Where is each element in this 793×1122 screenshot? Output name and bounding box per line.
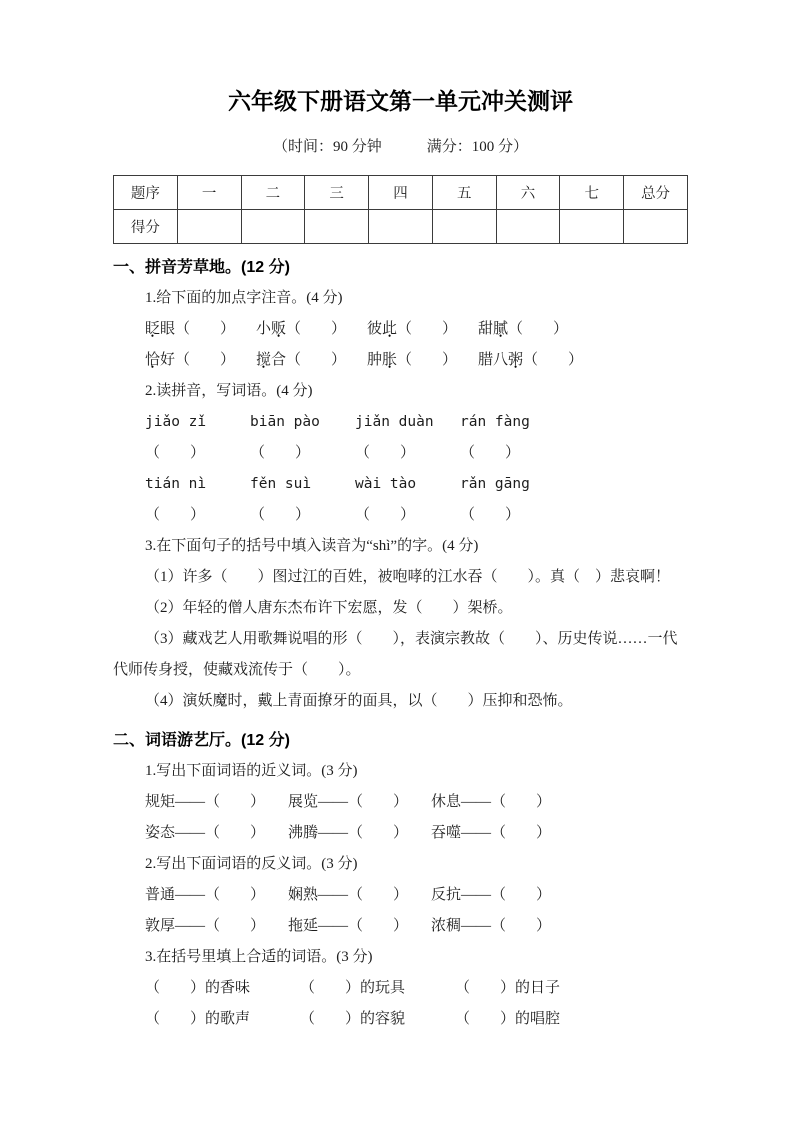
fill-word-row-2 xyxy=(145,1004,688,1035)
pinyin-text: fěn suì xyxy=(250,476,312,492)
section-1-heading: 一、拼音芳草地。(12 分) xyxy=(113,259,290,276)
synonym-item: 沸腾——（ ） xyxy=(288,825,409,841)
answer-paren: （ ） xyxy=(286,321,347,337)
s1-q1-word-row-2 xyxy=(145,345,688,376)
synonym-item: 姿态——（ ） xyxy=(145,825,266,841)
score-table-header-cell: 二 xyxy=(241,176,305,210)
score-blank-cell xyxy=(177,210,241,244)
word-pre: 甜 xyxy=(478,321,494,337)
score-table-header-cell: 六 xyxy=(496,176,560,210)
word-dotted-char: 眨 xyxy=(145,321,161,337)
s1-q3-title: 3.在下面句子的括号中填入读音为“shì”的字。(4 分) xyxy=(145,538,479,554)
score-table-header-cell: 五 xyxy=(432,176,496,210)
word-dotted-char: 粥 xyxy=(508,352,524,368)
synonym-row-2 xyxy=(145,818,688,849)
score-table-score-row xyxy=(114,210,688,244)
answer-paren: （ ） xyxy=(523,352,584,368)
word-pre: 腊八 xyxy=(478,352,509,368)
word-post: 好 xyxy=(160,352,176,368)
answer-paren: （ ） xyxy=(286,352,347,368)
word-dotted-char: 贩 xyxy=(271,321,287,337)
pinyin-text: rán fàng xyxy=(460,414,530,430)
s1-q3-item-1: （1）许多（ ）图过江的百姓，被咆哮的江水吞（ ）。真（ ）悲哀啊！ xyxy=(145,569,671,585)
synonym-item: 吞噬——（ ） xyxy=(431,825,552,841)
answer-paren: （ ） xyxy=(145,507,206,523)
pinyin-text: biān pào xyxy=(250,414,320,430)
score-blank-cell xyxy=(496,210,560,244)
antonym-item: 拖延——（ ） xyxy=(288,918,409,934)
s1-q3-item-2: （2）年轻的僧人唐东杰布许下宏愿，发（ ）架桥。 xyxy=(145,600,513,616)
s2-q2-title: 2.写出下面词语的反义词。(3 分) xyxy=(145,856,358,872)
antonym-item: 普通——（ ） xyxy=(145,887,266,903)
answer-paren: （ ） xyxy=(250,445,311,461)
dotted-word-item xyxy=(367,314,478,345)
s2-q1-title: 1.写出下面词语的近义词。(3 分) xyxy=(145,763,358,779)
section-2-heading: 二、词语游艺厅。(12 分) xyxy=(113,732,290,749)
word-dotted-char: 恰 xyxy=(145,352,161,368)
answer-paren: （ ） xyxy=(355,445,416,461)
dotted-word-item xyxy=(145,345,256,376)
s2-q3-title: 3.在括号里填上合适的词语。(3 分) xyxy=(145,949,373,965)
word-pre: 小 xyxy=(256,321,272,337)
answer-paren: （ ） xyxy=(397,321,458,337)
antonym-row-1 xyxy=(145,880,688,911)
word-post: 眼 xyxy=(160,321,176,337)
answer-paren: （ ） xyxy=(508,321,569,337)
dotted-word-item xyxy=(478,314,568,345)
word-dotted-char: 搅 xyxy=(256,352,272,368)
answer-paren: （ ） xyxy=(250,507,311,523)
answer-paren: （ ） xyxy=(175,352,236,368)
score-table-header-cell: 一 xyxy=(177,176,241,210)
s1-q1-word-row-1 xyxy=(145,314,688,345)
synonym-item: 休息——（ ） xyxy=(431,794,552,810)
fill-word-row-1 xyxy=(145,973,688,1004)
fill-word-item: （ ）的歌声 xyxy=(145,1011,251,1027)
score-blank-cell xyxy=(241,210,305,244)
answer-paren: （ ） xyxy=(397,352,458,368)
synonym-item: 规矩——（ ） xyxy=(145,794,266,810)
exam-content xyxy=(113,0,688,1035)
fill-word-item: （ ）的日子 xyxy=(455,980,561,996)
word-dotted-char: 此 xyxy=(382,321,398,337)
answer-paren: （ ） xyxy=(355,507,416,523)
answer-paren: （ ） xyxy=(460,507,521,523)
s1-q3-item-3: （3）藏戏艺人用歌舞说唱的形（ ），表演宗教故（ ）、历史传说……一代代师传身授，使藏戏流传于（ ）。 xyxy=(113,631,678,678)
antonym-item: 浓稠——（ ） xyxy=(431,918,552,934)
pinyin-answer-row-2 xyxy=(145,500,688,531)
word-pre: 肿 xyxy=(367,352,383,368)
dotted-word-item xyxy=(256,345,367,376)
word-post: 合 xyxy=(271,352,287,368)
pinyin-text: wài tào xyxy=(355,476,417,492)
antonym-item: 娴熟——（ ） xyxy=(288,887,409,903)
pinyin-text: rǎn gāng xyxy=(460,476,530,492)
pinyin-row-2 xyxy=(145,469,688,500)
score-table-header-row xyxy=(114,176,688,210)
word-dotted-char: 胀 xyxy=(382,352,398,368)
s1-q1-title: 1.给下面的加点字注音。(4 分) xyxy=(145,290,343,306)
pinyin-text: tián nì xyxy=(145,476,207,492)
score-blank-cell xyxy=(369,210,433,244)
pinyin-text: jiǎn duàn xyxy=(355,414,434,430)
s1-q2-title: 2.读拼音，写词语。(4 分) xyxy=(145,383,313,399)
pinyin-answer-row-1 xyxy=(145,438,688,469)
dotted-word-item xyxy=(367,345,478,376)
answer-paren: （ ） xyxy=(175,321,236,337)
antonym-row-2 xyxy=(145,911,688,942)
dotted-word-item xyxy=(478,345,583,376)
fill-word-item: （ ）的容貌 xyxy=(300,1011,406,1027)
score-row-label: 得分 xyxy=(114,210,178,244)
synonym-item: 展览——（ ） xyxy=(288,794,409,810)
fill-word-item: （ ）的唱腔 xyxy=(455,1011,561,1027)
fill-word-item: （ ）的香味 xyxy=(145,980,251,996)
score-blank-cell xyxy=(560,210,624,244)
synonym-row-1 xyxy=(145,787,688,818)
exam-info: （时间：90 分钟 满分：100 分） xyxy=(272,139,528,155)
word-dotted-char: 腻 xyxy=(493,321,509,337)
answer-paren: （ ） xyxy=(460,445,521,461)
page-title: 六年级下册语文第一单元冲关测评 xyxy=(228,88,573,114)
antonym-item: 反抗——（ ） xyxy=(431,887,552,903)
dotted-word-item xyxy=(256,314,367,345)
score-table xyxy=(113,175,688,244)
score-table-header-cell: 题序 xyxy=(114,176,178,210)
antonym-item: 敦厚——（ ） xyxy=(145,918,266,934)
word-pre: 彼 xyxy=(367,321,383,337)
score-table-header-cell: 七 xyxy=(560,176,624,210)
score-table-header-cell: 三 xyxy=(305,176,369,210)
score-blank-cell xyxy=(432,210,496,244)
score-table-header-cell: 总分 xyxy=(624,176,688,210)
dotted-word-item xyxy=(145,314,256,345)
score-table-header-cell: 四 xyxy=(369,176,433,210)
pinyin-text: jiǎo zǐ xyxy=(145,414,207,430)
score-blank-cell xyxy=(305,210,369,244)
s1-q3-item-4: （4）演妖魔时，戴上青面撩牙的面具，以（ ）压抑和恐怖。 xyxy=(145,693,573,709)
score-blank-cell xyxy=(624,210,688,244)
fill-word-item: （ ）的玩具 xyxy=(300,980,406,996)
answer-paren: （ ） xyxy=(145,445,206,461)
pinyin-row-1 xyxy=(145,407,688,438)
